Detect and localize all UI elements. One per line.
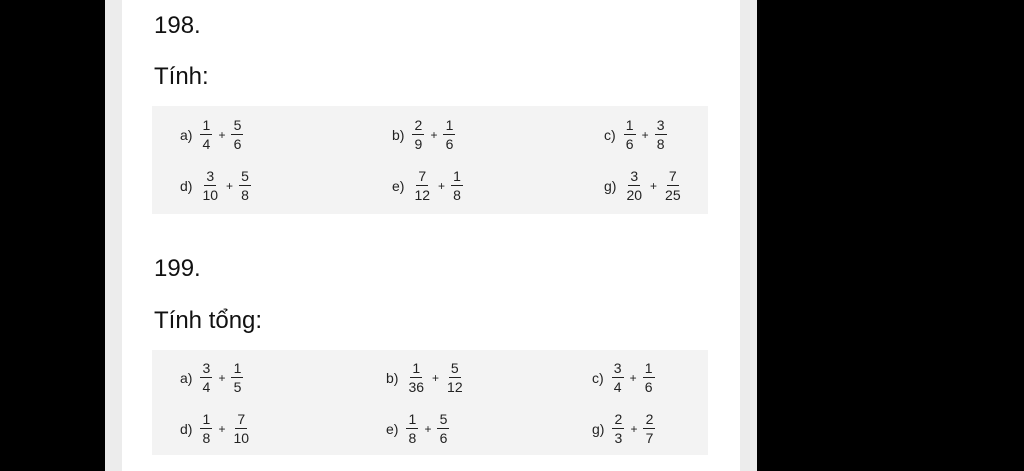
denominator: 4 bbox=[613, 379, 622, 395]
numerator: 7 bbox=[416, 169, 428, 186]
plus-sign: + bbox=[432, 370, 440, 385]
exercise-item bbox=[392, 169, 463, 202]
denominator: 8 bbox=[408, 430, 417, 446]
fraction bbox=[406, 361, 426, 394]
denominator: 6 bbox=[233, 136, 242, 152]
fraction bbox=[406, 412, 418, 445]
plus-sign: + bbox=[438, 178, 446, 193]
plus-sign: + bbox=[218, 370, 226, 385]
exercise-label: d) bbox=[180, 420, 193, 437]
denominator: 8 bbox=[453, 187, 461, 203]
plus-sign: + bbox=[430, 127, 438, 142]
exercise-item bbox=[180, 412, 251, 445]
exercise-item bbox=[592, 412, 655, 445]
exercise-label: g) bbox=[592, 420, 605, 437]
numerator: 5 bbox=[437, 412, 449, 429]
plus-sign: + bbox=[629, 370, 637, 385]
exercise-label: b) bbox=[386, 369, 399, 386]
plus-sign: + bbox=[218, 421, 226, 436]
fraction bbox=[200, 118, 212, 151]
numerator: 1 bbox=[406, 412, 418, 429]
exercise-label: e) bbox=[392, 177, 405, 194]
exercise-item bbox=[392, 118, 455, 151]
numerator: 5 bbox=[239, 169, 251, 186]
numerator: 1 bbox=[200, 412, 212, 429]
exercise-label: d) bbox=[180, 177, 193, 194]
numerator: 5 bbox=[449, 361, 461, 378]
fraction bbox=[200, 361, 212, 394]
exercise-item bbox=[180, 169, 251, 202]
numerator: 3 bbox=[655, 118, 667, 135]
numerator: 2 bbox=[412, 118, 424, 135]
exercise-label: c) bbox=[592, 369, 604, 386]
denominator: 7 bbox=[645, 430, 654, 446]
denominator: 3 bbox=[614, 430, 623, 446]
fraction bbox=[663, 169, 683, 202]
exercise-label: c) bbox=[604, 126, 616, 143]
numerator: 3 bbox=[204, 169, 216, 186]
numerator: 5 bbox=[231, 118, 243, 135]
denominator: 9 bbox=[414, 136, 423, 152]
denominator: 10 bbox=[202, 187, 219, 203]
problem-198-number: 198. bbox=[154, 12, 201, 39]
exercise-item bbox=[592, 361, 655, 394]
exercise-label: a) bbox=[180, 369, 193, 386]
numerator: 1 bbox=[624, 118, 636, 135]
exercise-label: e) bbox=[386, 420, 399, 437]
exercise-item bbox=[180, 361, 243, 394]
exercise-label: a) bbox=[180, 126, 193, 143]
plus-sign: + bbox=[218, 127, 226, 142]
numerator: 2 bbox=[643, 412, 655, 429]
fraction bbox=[643, 361, 655, 394]
left-black-bar bbox=[0, 0, 105, 471]
problem-199-number: 199. bbox=[154, 255, 201, 282]
numerator: 1 bbox=[410, 361, 422, 378]
numerator: 1 bbox=[451, 169, 463, 186]
numerator: 1 bbox=[231, 361, 243, 378]
fraction bbox=[445, 361, 465, 394]
exercise-item bbox=[386, 412, 449, 445]
fraction bbox=[231, 361, 243, 394]
fraction bbox=[231, 412, 251, 445]
numerator: 1 bbox=[643, 361, 655, 378]
denominator: 20 bbox=[626, 187, 643, 203]
numerator: 1 bbox=[443, 118, 455, 135]
numerator: 3 bbox=[200, 361, 212, 378]
exercise-item bbox=[386, 361, 465, 394]
denominator: 10 bbox=[233, 430, 250, 446]
denominator: 36 bbox=[408, 379, 425, 395]
exercise-item bbox=[604, 118, 667, 151]
denominator: 6 bbox=[644, 379, 653, 395]
fraction bbox=[437, 412, 449, 445]
numerator: 1 bbox=[200, 118, 212, 135]
numerator: 3 bbox=[612, 361, 624, 378]
denominator: 6 bbox=[445, 136, 454, 152]
fraction bbox=[655, 118, 667, 151]
plus-sign: + bbox=[641, 127, 649, 142]
plus-sign: + bbox=[650, 178, 658, 193]
fraction bbox=[624, 169, 644, 202]
denominator: 12 bbox=[447, 379, 463, 395]
numerator: 3 bbox=[628, 169, 640, 186]
denominator: 6 bbox=[625, 136, 634, 152]
problem-199-instruction: Tính tổng: bbox=[154, 307, 263, 334]
denominator: 4 bbox=[202, 136, 211, 152]
fraction bbox=[624, 118, 636, 151]
exercise-label: g) bbox=[604, 177, 617, 194]
fraction bbox=[231, 118, 243, 151]
exercise-label: b) bbox=[392, 126, 405, 143]
fraction bbox=[443, 118, 455, 151]
fraction bbox=[612, 412, 624, 445]
denominator: 8 bbox=[656, 136, 665, 152]
denominator: 6 bbox=[439, 430, 448, 446]
problem-198-instruction: Tính: bbox=[154, 63, 209, 90]
fraction bbox=[643, 412, 655, 445]
plus-sign: + bbox=[424, 421, 432, 436]
numerator: 2 bbox=[612, 412, 624, 429]
exercise-item bbox=[604, 169, 683, 202]
denominator: 4 bbox=[202, 379, 211, 395]
denominator: 8 bbox=[241, 187, 249, 203]
plus-sign: + bbox=[630, 421, 638, 436]
left-page-border bbox=[105, 0, 122, 471]
denominator: 5 bbox=[233, 379, 242, 395]
fraction bbox=[200, 412, 212, 445]
denominator: 12 bbox=[414, 187, 431, 203]
fraction bbox=[239, 169, 251, 202]
plus-sign: + bbox=[226, 178, 234, 193]
numerator: 7 bbox=[235, 412, 247, 429]
fraction bbox=[451, 169, 463, 202]
right-black-bar bbox=[757, 0, 1024, 471]
fraction bbox=[200, 169, 220, 202]
fraction bbox=[612, 361, 624, 394]
right-page-border bbox=[740, 0, 757, 471]
fraction bbox=[412, 169, 432, 202]
denominator: 25 bbox=[665, 187, 681, 203]
denominator: 8 bbox=[202, 430, 211, 446]
numerator: 7 bbox=[667, 169, 679, 186]
fraction bbox=[412, 118, 424, 151]
exercise-item bbox=[180, 118, 243, 151]
